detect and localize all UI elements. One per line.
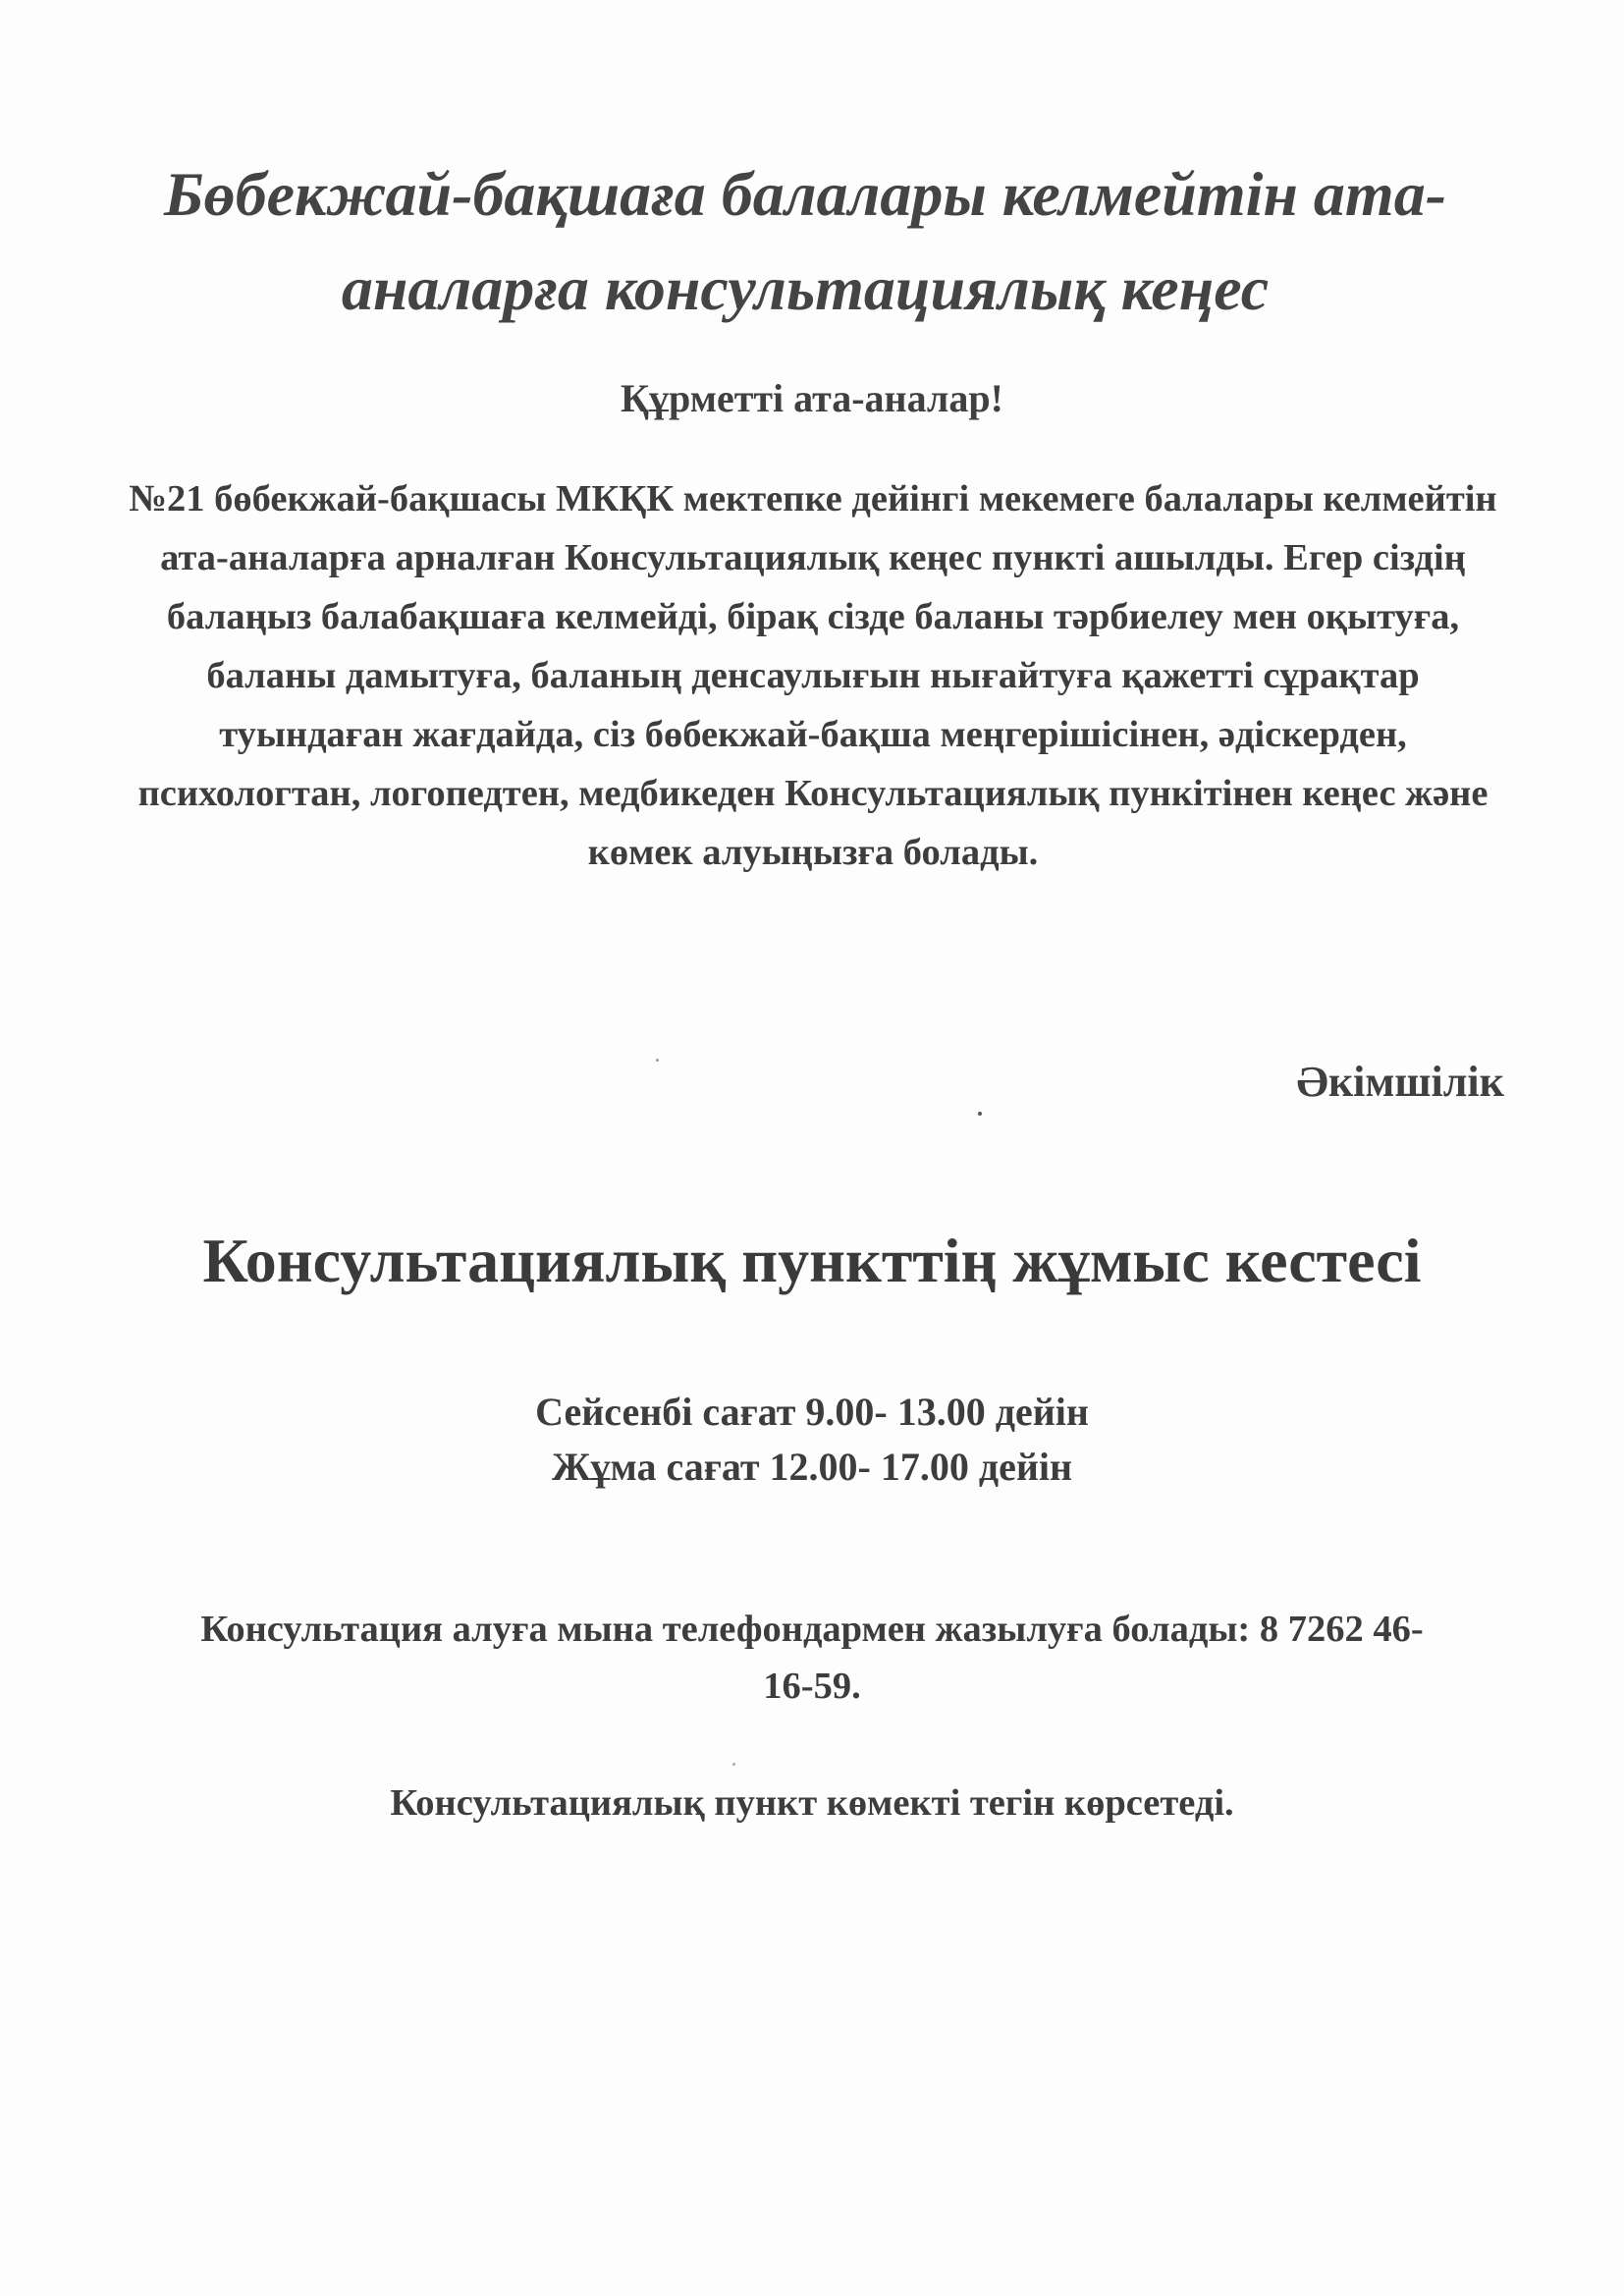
scan-speck — [978, 1112, 982, 1116]
greeting: Құрметті ата-аналар! — [621, 376, 1003, 420]
schedule-title: Консультациялық пункттің жұмыс кестесі — [202, 1226, 1422, 1295]
free-service-note: Консультациялық пункт көмекті тегін көрсетеді. — [390, 1782, 1234, 1824]
schedule-line-tuesday: Сейсенбі сағат 9.00- 13.00 дейін — [535, 1390, 1089, 1434]
schedule-list — [0, 1385, 1624, 1495]
schedule-line-friday: Жұма сағат 12.00- 17.00 дейін — [551, 1445, 1073, 1489]
signature: Әкімшілік — [1296, 1058, 1504, 1106]
scan-speck — [732, 1763, 735, 1766]
document-title: Бөбекжай-бақшаға балалары келмейтін ата-аналарға консультациялық кеңес — [164, 159, 1446, 323]
contact-info: Консультация алуға мына телефондармен жазылуға болады: 8 7262 46-16-59. — [200, 1609, 1424, 1707]
scan-speck — [656, 1059, 659, 1062]
announcement-body: №21 бөбекжай-бақшасы МКҚК мектепке дейінгі мекемеге балалары келмейтін ата-аналарға арналған Консультациялық кеңес пункті ашылды. Егер сіздің балаңыз балабақшаға келмейді, бірақ сізде баланы тәрбиелеу мен оқытуға, баланы дамытуға, баланың денсаулығын нығайтуға қажетті сұрақтар туындаған жағдайда, сіз бөбекжай-бақша меңгерішісінен, әдіскерден, психологтан, логопедтен, медбикеден Консультациялық пункітінен кеңес және көмек алуыңызға болады. — [129, 478, 1497, 873]
